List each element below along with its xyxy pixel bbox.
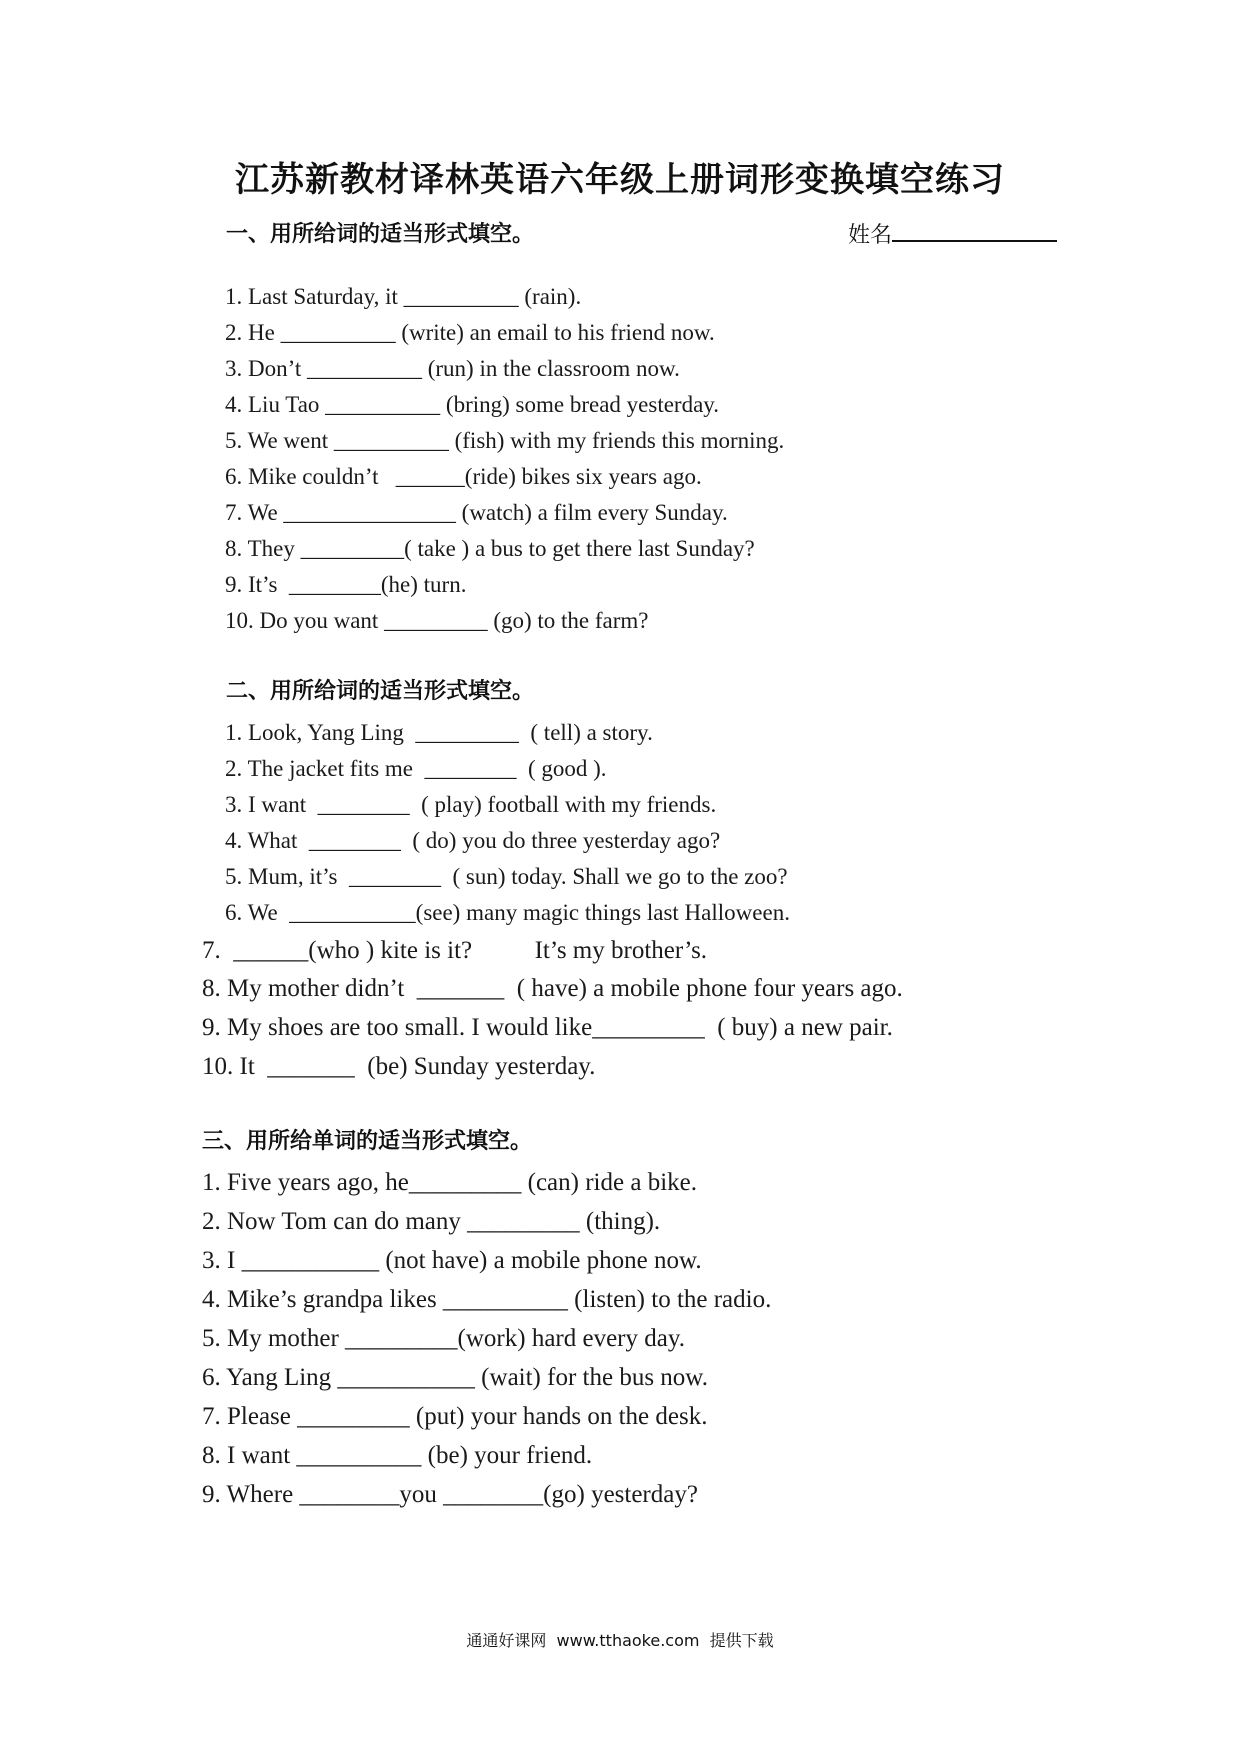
- section-2-heading: 二、用所给词的适当形式填空。: [226, 679, 535, 704]
- section-3-item-3: 3. I ___________ (not have) a mobile phone now.: [202, 1247, 702, 1274]
- section-2-item-7: 7. ______(who ) kite is it? It’s my brother’s.: [202, 937, 708, 964]
- section-3-item-4: 4. Mike’s grandpa likes __________ (listen) to the radio.: [202, 1286, 772, 1313]
- footer-credit: 通通好课网 www.tthaoke.com 提供下载: [466, 1631, 774, 1650]
- section-2-item-6: 6. We ___________(see) many magic things last Halloween.: [225, 900, 790, 925]
- section-3-item-1: 1. Five years ago, he_________ (can) ride a bike.: [202, 1169, 697, 1196]
- section-1-item-8: 8. They _________( take ) a bus to get there last Sunday?: [225, 536, 755, 561]
- section-3-item-9: 9. Where ________you ________(go) yesterday?: [202, 1481, 698, 1508]
- name-blank[interactable]: [892, 218, 1057, 242]
- section-2-item-8: 8. My mother didn’t _______ ( have) a mobile phone four years ago.: [202, 975, 903, 1002]
- section-1-item-4: 4. Liu Tao __________ (bring) some bread yesterday.: [225, 392, 720, 417]
- section-1-item-10: 10. Do you want _________ (go) to the farm?: [225, 608, 649, 633]
- section-1-item-9: 9. It’s ________(he) turn.: [225, 572, 467, 597]
- section-1-item-5: 5. We went __________ (fish) with my friends this morning.: [225, 428, 785, 453]
- section-2-item-2: 2. The jacket fits me ________ ( good ).: [225, 756, 607, 781]
- section-3-item-7: 7. Please _________ (put) your hands on the desk.: [202, 1403, 708, 1430]
- section-3-item-2: 2. Now Tom can do many _________ (thing).: [202, 1208, 661, 1235]
- section-3-item-6: 6. Yang Ling ___________ (wait) for the bus now.: [202, 1364, 708, 1391]
- section-1-item-1: 1. Last Saturday, it __________ (rain).: [225, 284, 582, 309]
- section-3-item-8: 8. I want __________ (be) your friend.: [202, 1442, 593, 1469]
- section-2-item-1: 1. Look, Yang Ling _________ ( tell) a story.: [225, 720, 653, 745]
- section-2-item-10: 10. It _______ (be) Sunday yesterday.: [202, 1053, 596, 1080]
- section-1-item-6: 6. Mike couldn’t ______(ride) bikes six years ago.: [225, 464, 702, 489]
- section-3-heading: 三、用所给单词的适当形式填空。: [202, 1129, 533, 1154]
- section-1-item-3: 3. Don’t __________ (run) in the classroom now.: [225, 356, 680, 381]
- section-2-item-9: 9. My shoes are too small. I would like_________ ( buy) a new pair.: [202, 1014, 893, 1041]
- page-title: 江苏新教材译林英语六年级上册词形变换填空练习: [235, 160, 1005, 200]
- section-1-item-7: 7. We _______________ (watch) a film every Sunday.: [225, 500, 728, 525]
- section-1-heading: 一、用所给词的适当形式填空。: [226, 222, 535, 247]
- section-2-item-5: 5. Mum, it’s ________ ( sun) today. Shall we go to the zoo?: [225, 864, 788, 889]
- section-1-item-2: 2. He __________ (write) an email to his friend now.: [225, 320, 715, 345]
- section-2-item-4: 4. What ________ ( do) you do three yesterday ago?: [225, 828, 721, 853]
- name-label: 姓名: [848, 223, 893, 248]
- name-field: [848, 218, 1057, 251]
- section-2-item-3: 3. I want ________ ( play) football with my friends.: [225, 792, 717, 817]
- section-3-item-5: 5. My mother _________(work) hard every day.: [202, 1325, 685, 1352]
